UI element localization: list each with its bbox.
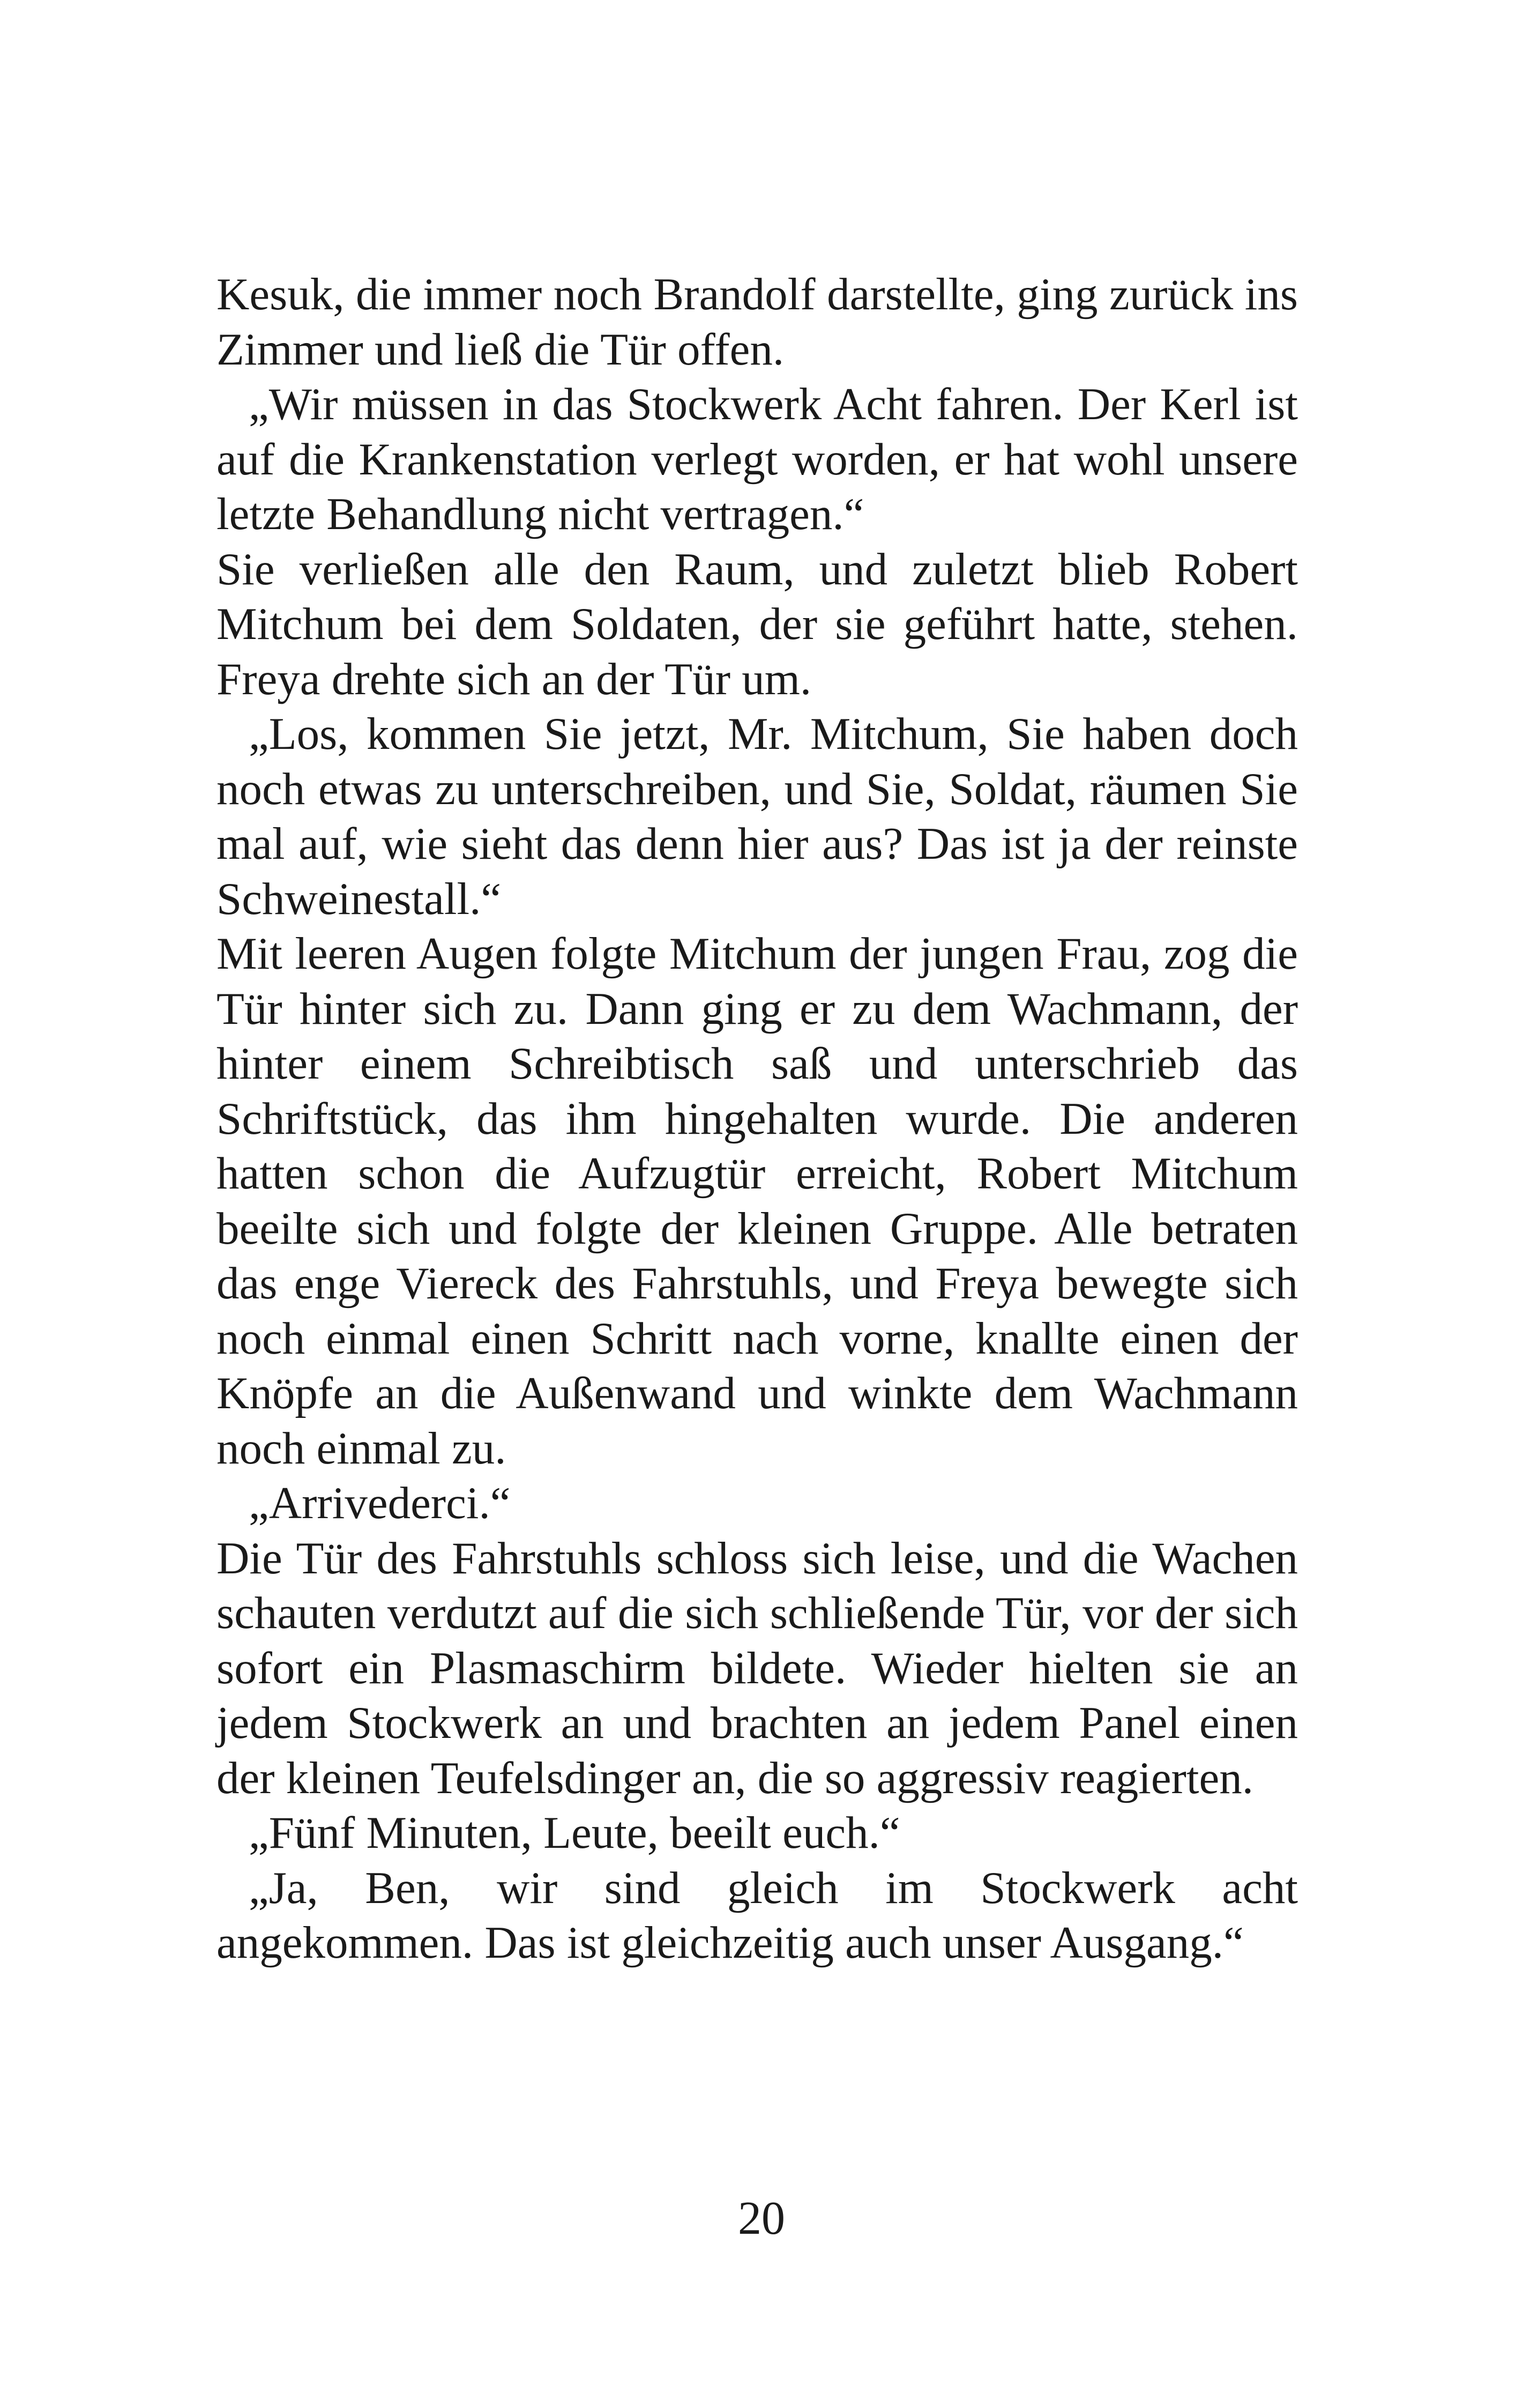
paragraph-8: „Fünf Minuten, Leute, beeilt euch.“ <box>249 1808 900 1858</box>
paragraph-6: „Arrivederci.“ <box>249 1478 511 1528</box>
paragraph-4: „Los, kommen Sie jetzt, Mr. Mitchum, Sie haben doch noch etwas zu unterschreiben, und Sie, Soldat, räumen Sie mal auf, wie sieht das denn hier aus? Das ist ja der reinste Schweinestall.“ <box>216 709 1298 924</box>
paragraph-3: Sie verließen alle den Raum, und zuletzt blieb Robert Mitchum bei dem Soldaten, der sie geführt hatte, stehen. Freya drehte sich an der Tür um. <box>216 544 1298 704</box>
paragraph-1: Kesuk, die immer noch Brandolf darstellte, ging zurück ins Zimmer und ließ die Tür offen. <box>216 269 1298 375</box>
paragraph-9: „Ja, Ben, wir sind gleich im Stockwerk acht angekommen. Das ist gleichzeitig auch unser Ausgang.“ <box>216 1862 1298 1968</box>
paragraph-7: Die Tür des Fahrstuhls schloss sich leise, und die Wachen schauten verdutzt auf die sich schließende Tür, vor der sich sofort ein Plasmaschirm bildete. Wieder hielten sie an jedem Stockwerk an und brachten an jedem Panel einen der kleinen Teufelsdinger an, die so aggressiv reagierten. <box>216 1533 1298 1803</box>
paragraph-5: Mit leeren Augen folgte Mitchum der jungen Frau, zog die Tür hinter sich zu. Dann ging er zu dem Wachmann, der hinter einem Schreibtisch saß und unterschrieb das Schriftstück, das ihm hingehalten wurde. Die anderen hatten schon die Aufzugtür erreicht, Robert Mitchum beeilte sich und folgte der kleinen Gruppe. Alle betraten das enge Viereck des Fahrstuhls, und Freya bewegte sich noch einmal einen Schritt nach vorne, knallte einen der Knöpfe an die Außenwand und winkte dem Wachmann noch einmal zu. <box>216 928 1298 1474</box>
paragraph-2: „Wir müssen in das Stockwerk Acht fahren. Der Kerl ist auf die Krankenstation verlegt worden, er hat wohl unsere letzte Behandlung nicht vertragen.“ <box>216 379 1298 539</box>
body-text <box>216 267 1298 1971</box>
page-number: 20 <box>738 2193 785 2245</box>
